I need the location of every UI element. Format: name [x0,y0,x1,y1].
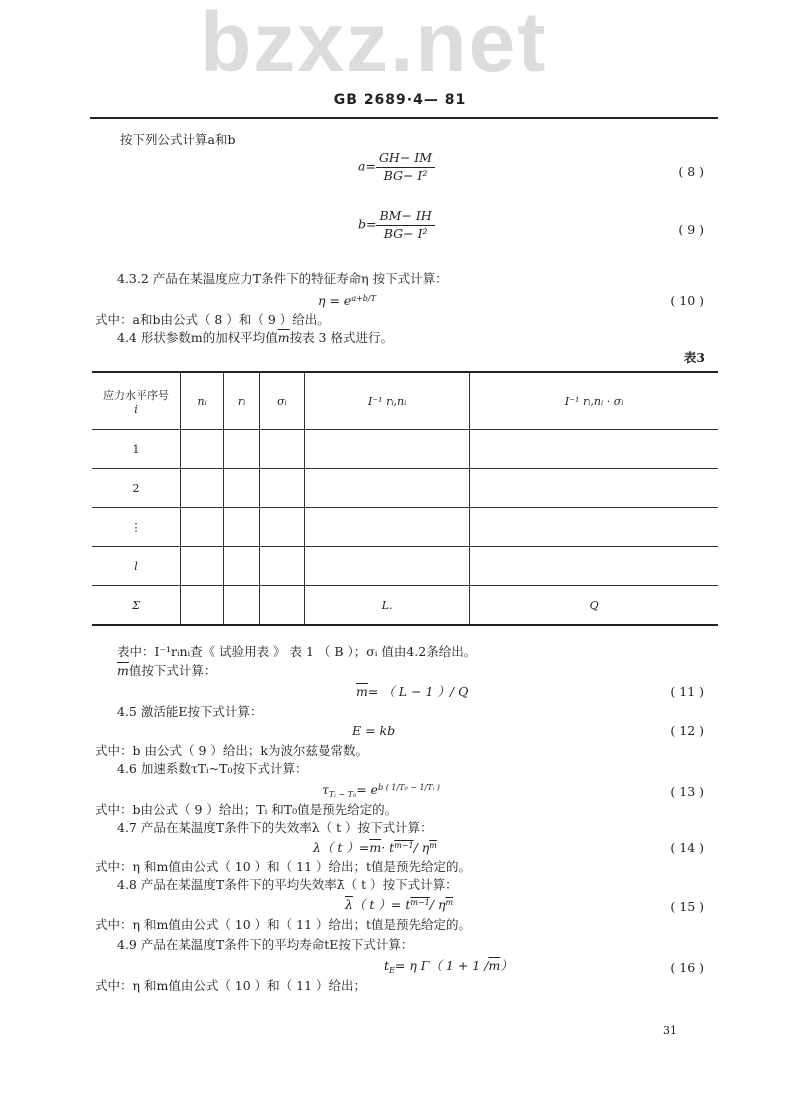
header-rule [90,117,718,119]
table-cell: 2 [92,469,181,508]
eq15-number: ( 15 ) [670,899,704,914]
header-inverse-i: I⁻¹ rᵢ,nᵢ [305,372,470,430]
table-cell [470,547,718,586]
eq9-numerator: BM− IH [376,210,434,226]
s44-text-end: 按表 3 格式进行。 [289,330,393,345]
table-row [92,430,718,469]
eq16-close: ） [500,958,513,973]
m-calc-line [117,665,216,678]
eq14-t: · t [381,840,395,855]
section-4-6: 4.6 加速系数τTᵢ~T₀按下式计算： [117,761,308,776]
m-bar: $\overline{m}$ [117,663,129,678]
table-cell [259,430,304,469]
watermark: bzxz.net [200,0,548,89]
note-eq15: 式中：η 和m值由公式（ 10 ）和（ 11 ）给出；t值是预先给定的。 [95,917,472,932]
eq14-number: ( 14 ) [670,840,704,855]
equation-9 [358,210,435,240]
equation-15 [345,899,453,912]
section-4-4 [117,332,393,345]
table-cell [305,430,470,469]
table-cell [305,469,470,508]
table-cell: 1 [92,430,181,469]
eq15-exp: m−1 [410,898,430,907]
eq10-exponent: a+b/T [351,294,376,303]
table-cell [181,469,224,508]
table-cell: Q [470,586,718,626]
header-label: 应力水平序号 [103,388,169,402]
eq13-tau: τ [322,782,329,797]
eq16-t: t [384,958,390,973]
table-cell: ⋮ [92,508,181,547]
note-eq10: 式中：a和b由公式（ 8 ）和（ 9 ）给出。 [95,312,330,327]
s44-text: 4.4 形状参数m的加权平均值 [117,330,278,345]
table-row [92,547,718,586]
eq8-denominator: BG− I² [383,167,428,183]
section-4-3-2: 4.3.2 产品在某温度应力T条件下的特征寿命η 按下式计算： [117,271,448,286]
header-stress-level [92,372,181,430]
section-4-7: 4.7 产品在某温度T条件下的失效率λ（ t ）按下式计算： [117,820,433,835]
eq8-lhs: a= [358,158,376,174]
table-cell [470,469,718,508]
eq13-exponent: b ( 1/T₀ − 1/Tᵢ ) [378,783,440,792]
eq12-number: ( 12 ) [670,723,704,738]
section-4-8: 4.8 产品在某温度T条件下的平均失效率λ̄（ t ）按下式计算： [117,877,458,892]
equation-8 [358,152,435,182]
equation-10 [318,295,376,308]
equation-12: E = kb [352,723,396,738]
table-cell [224,430,260,469]
standard-header: GB 2689·4— 81 [333,92,467,108]
eq16-rhs: = η Γ（ 1 + 1 / [394,958,489,973]
header-sigma: σᵢ [259,372,304,430]
table-cell [259,586,304,626]
m-bar: $\overline{m}$ [356,684,368,699]
eq9-fraction [376,210,434,240]
table-header-row [92,372,718,430]
eq10-base: η = e [318,293,352,308]
m-bar: $\overline{m}$ [488,958,501,973]
note-eq14: 式中：η 和m值由公式（ 10 ）和（ 11 ）给出；t值是预先给定的。 [95,859,472,874]
eq14-eta: / η [413,840,430,855]
m-bar: $\overline{m}$ [369,840,382,855]
table-cell [259,508,304,547]
header-ni: nᵢ [181,372,224,430]
table-3 [92,371,718,626]
header-i: i [134,402,138,416]
eq13-e: = e [356,782,379,797]
table-cell [470,508,718,547]
page-number: 31 [663,1024,677,1037]
equation-16 [384,960,513,973]
table-cell: L. [305,586,470,626]
m-calc-text: 值按下式计算： [128,663,217,678]
table-row [92,586,718,626]
table-cell [181,430,224,469]
eq8-numerator: GH− IM [376,152,435,168]
table-cell [181,547,224,586]
intro-text: 按下列公式计算a和b [120,132,236,147]
table-cell [259,547,304,586]
eq8-number: ( 8 ) [678,164,704,179]
table-cell [224,508,260,547]
table-cell [224,469,260,508]
eq10-number: ( 10 ) [670,293,704,308]
table-label: 表3 [683,350,705,365]
eq8-fraction [376,152,435,182]
eq15-exp2: m [445,898,454,907]
table-cell: Σ [92,586,181,626]
eq14-exp: m−1 [394,841,414,850]
header-inverse-i-sigma: I⁻¹ rᵢ,nᵢ · σᵢ [470,372,718,430]
table-cell [181,586,224,626]
note-eq12: 式中：b 由公式（ 9 ）给出；k为波尔兹曼常数。 [95,743,368,758]
eq14-exp2: m [429,841,437,850]
table-row [92,469,718,508]
equation-14 [313,842,437,855]
section-4-5: 4.5 激活能E按下式计算： [117,704,263,719]
m-bar: $\overline{m}$ [277,330,290,345]
eq11-rhs: = （ L − 1 ）/ Q [367,684,469,699]
table-cell [305,508,470,547]
table-cell [224,586,260,626]
eq16-sub: E [389,966,395,975]
table-row [92,508,718,547]
eq9-number: ( 9 ) [678,222,704,237]
eq14-lhs: λ（ t ）= [313,840,370,855]
eq16-number: ( 16 ) [670,960,704,975]
note-table: 表中：I⁻¹rᵢnᵢ查《 试验用表 》 表 1 （ B ）；σᵢ 值由4.2条给出。 [117,644,477,659]
eq9-denominator: BG− I² [383,225,428,241]
eq15-eta: / η [429,897,446,912]
eq15-lhs: （ t ）= t [352,897,411,912]
note-eq16: 式中：η 和m值由公式（ 10 ）和（ 11 ）给出； [95,978,367,993]
equation-13 [322,784,440,797]
table-cell [259,469,304,508]
section-4-9: 4.9 产品在某温度T条件下的平均寿命tE按下式计算： [117,937,414,952]
table-cell: l [92,547,181,586]
header-ri: rᵢ [224,372,260,430]
eq11-number: ( 11 ) [670,684,704,699]
note-eq13: 式中：b由公式（ 9 ）给出；Tᵢ 和T₀值是预先给定的。 [95,802,398,817]
eq9-lhs: b= [358,216,377,232]
eq13-number: ( 13 ) [670,784,704,799]
table-cell [305,547,470,586]
table-cell [224,547,260,586]
eq13-sub: Tᵢ ~ T₀ [328,790,357,799]
table-cell [470,430,718,469]
lambda-bar: $\overline{\lambda}$ [345,897,353,912]
table-cell [181,508,224,547]
equation-11 [356,686,468,699]
